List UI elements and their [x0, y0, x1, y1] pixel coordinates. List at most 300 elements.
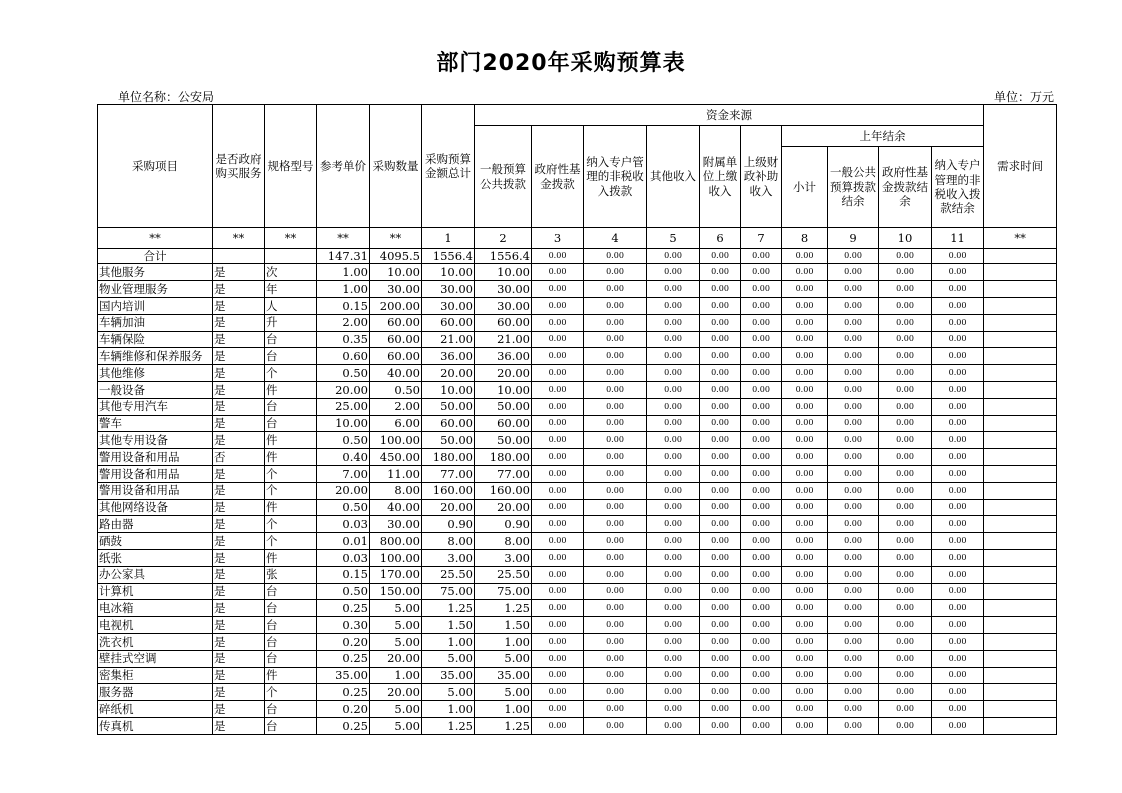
row-zero-cell: 0.00: [532, 465, 584, 482]
row-item: 物业管理服务: [98, 281, 213, 298]
row-zero-cell: 0.00: [647, 482, 700, 499]
row-zero-cell: 0.00: [532, 482, 584, 499]
row-spec: 台: [265, 650, 317, 667]
row-item: 其他服务: [98, 264, 213, 281]
row-ref-price: 7.00: [317, 465, 370, 482]
row-zero-cell: 0.00: [828, 381, 879, 398]
row-item: 国内培训: [98, 297, 213, 314]
row-general-budget: 0.90: [475, 516, 532, 533]
row-spec: 张: [265, 566, 317, 583]
total-general-budget: 1556.4: [475, 249, 532, 264]
row-quantity: 100.00: [370, 549, 422, 566]
row-spec: 人: [265, 297, 317, 314]
row-zero-cell: 0.00: [879, 684, 932, 701]
total-zero-cell: 0.00: [584, 249, 647, 264]
total-zero-cell: 0.00: [828, 249, 879, 264]
row-zero-cell: 0.00: [828, 600, 879, 617]
row-zero-cell: 0.00: [647, 465, 700, 482]
row-zero-cell: 0.00: [932, 701, 984, 718]
total-quantity: 4095.5: [370, 249, 422, 264]
row-gov-service: 是: [213, 465, 265, 482]
row-zero-cell: 0.00: [647, 264, 700, 281]
row-zero-cell: 0.00: [828, 633, 879, 650]
row-quantity: 30.00: [370, 281, 422, 298]
row-zero-cell: 0.00: [828, 297, 879, 314]
row-amount: 50.00: [422, 432, 475, 449]
row-zero-cell: 0.00: [741, 549, 782, 566]
row-zero-cell: 0.00: [879, 667, 932, 684]
row-demand-time: [984, 600, 1057, 617]
row-gov-service: 是: [213, 432, 265, 449]
row-zero-cell: 0.00: [584, 533, 647, 550]
row-quantity: 40.00: [370, 365, 422, 382]
row-spec: 个: [265, 684, 317, 701]
row-item: 车辆保险: [98, 331, 213, 348]
row-zero-cell: 0.00: [532, 533, 584, 550]
header-general-budget: 一般预算公共拨款: [475, 126, 532, 228]
row-ref-price: 1.00: [317, 264, 370, 281]
row-zero-cell: 0.00: [741, 281, 782, 298]
row-zero-cell: 0.00: [782, 600, 828, 617]
row-demand-time: [984, 617, 1057, 634]
row-zero-cell: 0.00: [700, 281, 741, 298]
row-zero-cell: 0.00: [647, 297, 700, 314]
row-item: 路由器: [98, 516, 213, 533]
row-zero-cell: 0.00: [782, 583, 828, 600]
row-zero-cell: 0.00: [741, 264, 782, 281]
row-amount: 60.00: [422, 415, 475, 432]
row-quantity: 5.00: [370, 617, 422, 634]
table-row: [98, 482, 1057, 499]
row-zero-cell: 0.00: [879, 482, 932, 499]
row-zero-cell: 0.00: [647, 684, 700, 701]
row-zero-cell: 0.00: [647, 633, 700, 650]
row-zero-cell: 0.00: [532, 600, 584, 617]
index-cell: **: [370, 228, 422, 249]
row-zero-cell: 0.00: [700, 432, 741, 449]
row-zero-cell: 0.00: [647, 314, 700, 331]
row-item: 壁挂式空调: [98, 650, 213, 667]
row-zero-cell: 0.00: [532, 667, 584, 684]
row-zero-cell: 0.00: [782, 516, 828, 533]
table-row: [98, 499, 1057, 516]
row-zero-cell: 0.00: [782, 281, 828, 298]
row-zero-cell: 0.00: [700, 617, 741, 634]
row-zero-cell: 0.00: [828, 348, 879, 365]
row-amount: 77.00: [422, 465, 475, 482]
row-zero-cell: 0.00: [932, 633, 984, 650]
row-zero-cell: 0.00: [741, 398, 782, 415]
row-zero-cell: 0.00: [828, 264, 879, 281]
row-gov-service: 是: [213, 650, 265, 667]
row-zero-cell: 0.00: [932, 549, 984, 566]
row-zero-cell: 0.00: [828, 516, 879, 533]
index-cell: **: [265, 228, 317, 249]
row-zero-cell: 0.00: [647, 415, 700, 432]
row-zero-cell: 0.00: [932, 449, 984, 466]
row-ref-price: 0.25: [317, 684, 370, 701]
row-zero-cell: 0.00: [828, 398, 879, 415]
row-zero-cell: 0.00: [782, 331, 828, 348]
row-gov-service: 是: [213, 482, 265, 499]
row-zero-cell: 0.00: [584, 465, 647, 482]
row-gov-service: 是: [213, 533, 265, 550]
row-spec: 台: [265, 583, 317, 600]
row-item: 办公家具: [98, 566, 213, 583]
row-demand-time: [984, 717, 1057, 734]
row-ref-price: 20.00: [317, 381, 370, 398]
table-row: [98, 600, 1057, 617]
index-cell: **: [317, 228, 370, 249]
row-general-budget: 20.00: [475, 499, 532, 516]
header-demand-time: 需求时间: [984, 105, 1057, 228]
row-demand-time: [984, 499, 1057, 516]
row-amount: 25.50: [422, 566, 475, 583]
row-amount: 180.00: [422, 449, 475, 466]
row-zero-cell: 0.00: [828, 482, 879, 499]
row-zero-cell: 0.00: [741, 348, 782, 365]
row-gov-service: 是: [213, 499, 265, 516]
row-general-budget: 35.00: [475, 667, 532, 684]
row-general-budget: 60.00: [475, 415, 532, 432]
row-zero-cell: 0.00: [647, 533, 700, 550]
row-gov-service: 是: [213, 264, 265, 281]
row-zero-cell: 0.00: [828, 684, 879, 701]
row-zero-cell: 0.00: [584, 600, 647, 617]
header-non-tax: 纳入专户管理的非税收入拨款: [584, 126, 647, 228]
row-zero-cell: 0.00: [532, 684, 584, 701]
row-zero-cell: 0.00: [741, 381, 782, 398]
table-row: [98, 432, 1057, 449]
row-spec: 台: [265, 717, 317, 734]
total-zero-cell: 0.00: [879, 249, 932, 264]
row-zero-cell: 0.00: [932, 617, 984, 634]
row-zero-cell: 0.00: [932, 684, 984, 701]
row-ref-price: 0.50: [317, 432, 370, 449]
row-quantity: 11.00: [370, 465, 422, 482]
row-amount: 20.00: [422, 365, 475, 382]
table-row: [98, 617, 1057, 634]
row-zero-cell: 0.00: [741, 314, 782, 331]
row-demand-time: [984, 684, 1057, 701]
row-zero-cell: 0.00: [532, 415, 584, 432]
row-zero-cell: 0.00: [700, 549, 741, 566]
row-ref-price: 35.00: [317, 667, 370, 684]
row-zero-cell: 0.00: [828, 533, 879, 550]
row-zero-cell: 0.00: [700, 398, 741, 415]
table-row: [98, 348, 1057, 365]
row-zero-cell: 0.00: [584, 617, 647, 634]
row-ref-price: 0.15: [317, 566, 370, 583]
row-zero-cell: 0.00: [828, 717, 879, 734]
row-quantity: 60.00: [370, 314, 422, 331]
row-spec: 件: [265, 549, 317, 566]
row-zero-cell: 0.00: [879, 415, 932, 432]
row-quantity: 20.00: [370, 684, 422, 701]
row-zero-cell: 0.00: [741, 701, 782, 718]
table-row: [98, 415, 1057, 432]
row-zero-cell: 0.00: [584, 633, 647, 650]
row-amount: 1.25: [422, 717, 475, 734]
total-label: 合计: [98, 249, 213, 264]
row-item: 一般设备: [98, 381, 213, 398]
row-ref-price: 10.00: [317, 415, 370, 432]
row-demand-time: [984, 264, 1057, 281]
row-general-budget: 1.00: [475, 701, 532, 718]
row-zero-cell: 0.00: [647, 449, 700, 466]
row-zero-cell: 0.00: [741, 449, 782, 466]
row-zero-cell: 0.00: [932, 583, 984, 600]
index-cell: 5: [647, 228, 700, 249]
row-ref-price: 0.01: [317, 533, 370, 550]
row-spec: 个: [265, 465, 317, 482]
row-ref-price: 0.60: [317, 348, 370, 365]
index-cell: 1: [422, 228, 475, 249]
row-zero-cell: 0.00: [932, 499, 984, 516]
row-zero-cell: 0.00: [932, 281, 984, 298]
row-quantity: 5.00: [370, 633, 422, 650]
row-item: 警用设备和用品: [98, 465, 213, 482]
index-cell: **: [984, 228, 1057, 249]
row-spec: 台: [265, 331, 317, 348]
row-demand-time: [984, 331, 1057, 348]
row-amount: 35.00: [422, 667, 475, 684]
total-zero-cell: 0.00: [532, 249, 584, 264]
table-row: [98, 398, 1057, 415]
row-amount: 1.00: [422, 701, 475, 718]
row-zero-cell: 0.00: [741, 684, 782, 701]
row-zero-cell: 0.00: [647, 499, 700, 516]
row-zero-cell: 0.00: [700, 348, 741, 365]
header-subtotal: 小计: [782, 147, 828, 228]
row-zero-cell: 0.00: [647, 650, 700, 667]
row-zero-cell: 0.00: [782, 381, 828, 398]
table-row: [98, 566, 1057, 583]
row-ref-price: 0.20: [317, 701, 370, 718]
row-spec: 个: [265, 533, 317, 550]
header-affiliated: 附属单位上缴收入: [700, 126, 741, 228]
row-general-budget: 21.00: [475, 331, 532, 348]
table-row: [98, 667, 1057, 684]
row-gov-service: 是: [213, 415, 265, 432]
row-zero-cell: 0.00: [700, 600, 741, 617]
row-zero-cell: 0.00: [532, 650, 584, 667]
row-zero-cell: 0.00: [647, 398, 700, 415]
row-spec: 台: [265, 398, 317, 415]
row-item: 服务器: [98, 684, 213, 701]
row-zero-cell: 0.00: [879, 398, 932, 415]
row-demand-time: [984, 667, 1057, 684]
row-zero-cell: 0.00: [782, 465, 828, 482]
row-zero-cell: 0.00: [828, 331, 879, 348]
row-quantity: 5.00: [370, 600, 422, 617]
row-zero-cell: 0.00: [741, 533, 782, 550]
row-gov-service: 是: [213, 297, 265, 314]
row-zero-cell: 0.00: [647, 566, 700, 583]
row-item: 计算机: [98, 583, 213, 600]
row-item: 其他维修: [98, 365, 213, 382]
row-zero-cell: 0.00: [532, 717, 584, 734]
row-zero-cell: 0.00: [932, 381, 984, 398]
row-amount: 1.25: [422, 600, 475, 617]
row-zero-cell: 0.00: [782, 348, 828, 365]
row-item: 其他网络设备: [98, 499, 213, 516]
row-zero-cell: 0.00: [828, 281, 879, 298]
row-zero-cell: 0.00: [782, 398, 828, 415]
row-zero-cell: 0.00: [879, 566, 932, 583]
header-other-income: 其他收入: [647, 126, 700, 228]
row-zero-cell: 0.00: [584, 365, 647, 382]
row-zero-cell: 0.00: [584, 281, 647, 298]
row-gov-service: 是: [213, 365, 265, 382]
row-gov-service: 是: [213, 600, 265, 617]
row-gov-service: 是: [213, 667, 265, 684]
row-zero-cell: 0.00: [782, 415, 828, 432]
row-zero-cell: 0.00: [700, 314, 741, 331]
row-zero-cell: 0.00: [647, 667, 700, 684]
row-demand-time: [984, 516, 1057, 533]
header-spec: 规格型号: [265, 105, 317, 228]
row-zero-cell: 0.00: [879, 432, 932, 449]
procurement-budget-table: [97, 104, 1057, 735]
row-zero-cell: 0.00: [647, 600, 700, 617]
table-row: [98, 465, 1057, 482]
row-zero-cell: 0.00: [932, 516, 984, 533]
row-zero-cell: 0.00: [700, 701, 741, 718]
row-gov-service: 是: [213, 281, 265, 298]
row-item: 警用设备和用品: [98, 449, 213, 466]
row-quantity: 10.00: [370, 264, 422, 281]
index-cell: 10: [879, 228, 932, 249]
row-zero-cell: 0.00: [879, 381, 932, 398]
row-spec: 升: [265, 314, 317, 331]
total-empty-cell: [213, 249, 265, 264]
row-zero-cell: 0.00: [700, 533, 741, 550]
row-item: 车辆加油: [98, 314, 213, 331]
row-zero-cell: 0.00: [647, 617, 700, 634]
row-zero-cell: 0.00: [584, 667, 647, 684]
row-spec: 台: [265, 348, 317, 365]
row-amount: 160.00: [422, 482, 475, 499]
row-demand-time: [984, 281, 1057, 298]
header-prev-non-tax: 纳入专户管理的非税收入拨款结余: [932, 147, 984, 228]
row-demand-time: [984, 482, 1057, 499]
row-zero-cell: 0.00: [782, 566, 828, 583]
row-zero-cell: 0.00: [532, 617, 584, 634]
row-general-budget: 1.50: [475, 617, 532, 634]
row-spec: 个: [265, 365, 317, 382]
table-row: [98, 701, 1057, 718]
row-zero-cell: 0.00: [532, 449, 584, 466]
row-zero-cell: 0.00: [828, 583, 879, 600]
row-zero-cell: 0.00: [700, 717, 741, 734]
row-zero-cell: 0.00: [700, 297, 741, 314]
row-zero-cell: 0.00: [647, 432, 700, 449]
row-spec: 次: [265, 264, 317, 281]
row-item: 密集柜: [98, 667, 213, 684]
row-ref-price: 0.03: [317, 516, 370, 533]
total-ref-price: 147.31: [317, 249, 370, 264]
row-zero-cell: 0.00: [932, 331, 984, 348]
row-zero-cell: 0.00: [879, 633, 932, 650]
row-item: 警用设备和用品: [98, 482, 213, 499]
header-prev-general: 一般公共预算拨款结余: [828, 147, 879, 228]
header-item: 采购项目: [98, 105, 213, 228]
row-amount: 5.00: [422, 684, 475, 701]
row-zero-cell: 0.00: [700, 449, 741, 466]
index-cell: **: [98, 228, 213, 249]
row-zero-cell: 0.00: [828, 667, 879, 684]
row-zero-cell: 0.00: [741, 331, 782, 348]
index-cell: 4: [584, 228, 647, 249]
row-zero-cell: 0.00: [700, 264, 741, 281]
row-zero-cell: 0.00: [741, 667, 782, 684]
row-demand-time: [984, 398, 1057, 415]
row-zero-cell: 0.00: [532, 432, 584, 449]
row-spec: 年: [265, 281, 317, 298]
row-item: 警车: [98, 415, 213, 432]
row-zero-cell: 0.00: [532, 381, 584, 398]
row-zero-cell: 0.00: [782, 633, 828, 650]
row-gov-service: 是: [213, 381, 265, 398]
table-row: [98, 314, 1057, 331]
row-zero-cell: 0.00: [532, 365, 584, 382]
row-amount: 60.00: [422, 314, 475, 331]
table-row: [98, 365, 1057, 382]
index-cell: 3: [532, 228, 584, 249]
row-demand-time: [984, 533, 1057, 550]
row-general-budget: 1.25: [475, 717, 532, 734]
total-empty-cell: [984, 249, 1057, 264]
row-zero-cell: 0.00: [700, 684, 741, 701]
row-zero-cell: 0.00: [879, 600, 932, 617]
row-zero-cell: 0.00: [932, 432, 984, 449]
row-gov-service: 是: [213, 684, 265, 701]
row-zero-cell: 0.00: [879, 701, 932, 718]
row-amount: 75.00: [422, 583, 475, 600]
row-demand-time: [984, 449, 1057, 466]
row-gov-service: 是: [213, 549, 265, 566]
data-rows: [98, 264, 1057, 734]
header-is-gov-service: 是否政府购买服务: [213, 105, 265, 228]
row-demand-time: [984, 365, 1057, 382]
table-row: [98, 684, 1057, 701]
row-zero-cell: 0.00: [879, 617, 932, 634]
row-zero-cell: 0.00: [532, 701, 584, 718]
row-zero-cell: 0.00: [879, 516, 932, 533]
row-zero-cell: 0.00: [700, 465, 741, 482]
index-cell: 6: [700, 228, 741, 249]
row-item: 传真机: [98, 717, 213, 734]
row-zero-cell: 0.00: [828, 701, 879, 718]
row-zero-cell: 0.00: [932, 365, 984, 382]
row-gov-service: 是: [213, 398, 265, 415]
row-general-budget: 75.00: [475, 583, 532, 600]
row-zero-cell: 0.00: [932, 566, 984, 583]
row-zero-cell: 0.00: [782, 314, 828, 331]
row-zero-cell: 0.00: [782, 432, 828, 449]
index-row: [98, 228, 1057, 249]
row-zero-cell: 0.00: [782, 533, 828, 550]
row-general-budget: 30.00: [475, 281, 532, 298]
page-title: 部门2020年采购预算表: [436, 51, 686, 76]
row-zero-cell: 0.00: [782, 297, 828, 314]
row-demand-time: [984, 348, 1057, 365]
index-cell: **: [213, 228, 265, 249]
row-quantity: 800.00: [370, 533, 422, 550]
row-quantity: 30.00: [370, 516, 422, 533]
row-demand-time: [984, 465, 1057, 482]
